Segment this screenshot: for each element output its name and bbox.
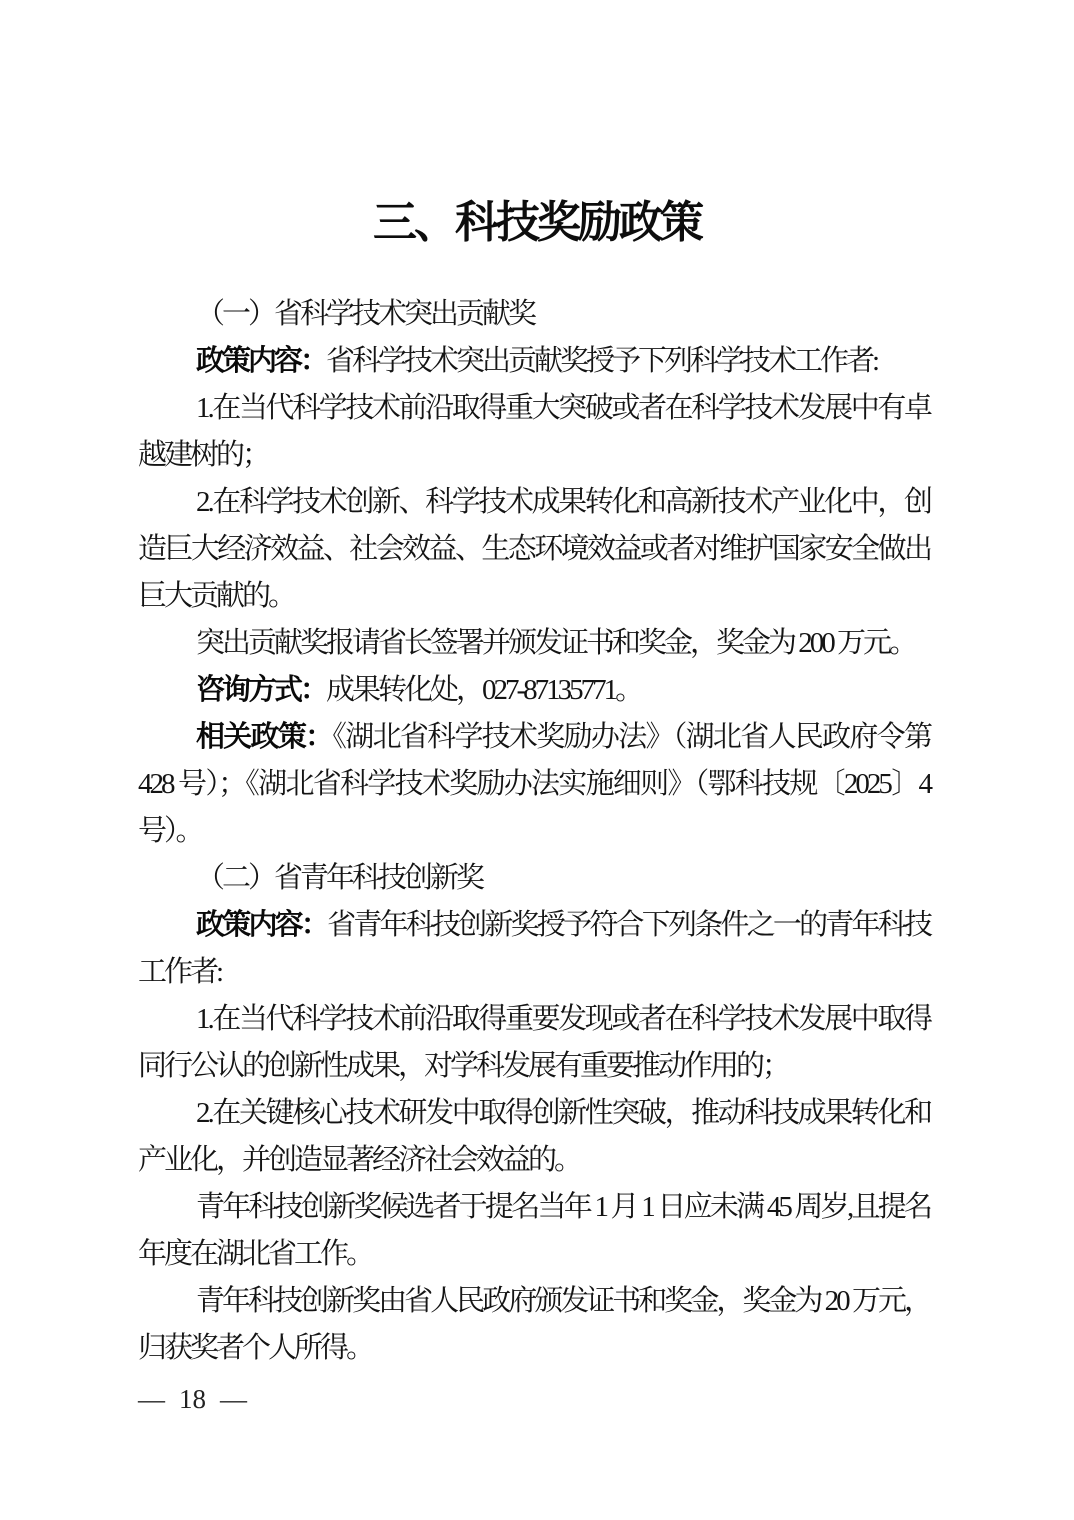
policy-paragraph: 2.在科学技术创新、科学技术成果转化和高新技术产业化中，创造巨大经济效益、社会效益、生态环境效益或者对维护国家安全做出巨大贡献的。 (138, 486, 930, 612)
section-heading: （一）省科学技术突出贡献奖 (196, 298, 535, 330)
page-number: 18 (179, 1384, 206, 1414)
paragraph-text: 省科学技术突出贡献奖授予下列科学技术工作者: (326, 345, 878, 377)
document-body (138, 291, 930, 1372)
section-heading: （二）省青年科技创新奖 (196, 862, 483, 894)
paragraph-label: 咨询方式： (196, 674, 327, 706)
paragraph-text: 省青年科技创新奖授予符合下列条件之一的青年科技工作者: (138, 909, 930, 988)
page-title: 三、科技奖励政策 (373, 198, 701, 247)
policy-paragraph: 1.在当代科学技术前沿取得重大突破或者在科学技术发展中有卓越建树的； (138, 392, 930, 471)
page-footer (138, 1384, 247, 1415)
policy-paragraph: 2.在关键核心技术研发中取得创新性突破，推动科技成果转化和产业化，并创造显著经济社会效益的。 (138, 1097, 930, 1176)
policy-paragraph: 青年科技创新奖候选者于提名当年 1 月 1 日应未满 45 周岁,且提名年度在湖北省工作。 (138, 1191, 930, 1270)
policy-paragraph: 1.在当代科学技术前沿取得重要发现或者在科学技术发展中取得同行公认的创新性成果，对学科发展有重要推动作用的； (138, 1003, 930, 1082)
paragraph-text: 《湖北省科学技术奖励办法》（湖北省人民政府令第 428 号）；《湖北省科学技术奖励办法实施细则》（鄂科技规〔2025〕4 号）。 (138, 721, 930, 847)
paragraph-text: 成果转化处，027-87135771。 (326, 674, 642, 706)
policy-paragraph (138, 714, 930, 855)
paragraph-label: 政策内容： (196, 909, 328, 941)
policy-paragraph (138, 902, 930, 996)
policy-paragraph (138, 667, 930, 714)
footer-dash-left: — (138, 1384, 165, 1414)
paragraph-label: 相关政策： (196, 721, 333, 753)
policy-paragraph: 青年科技创新奖由省人民政府颁发证书和奖金，奖金为 20 万元，归获奖者个人所得。 (138, 1285, 930, 1364)
paragraph-label: 政策内容： (196, 345, 327, 377)
footer-dash-right: — (220, 1384, 247, 1414)
policy-paragraph: 突出贡献奖报请省长签署并颁发证书和奖金，奖金为 200 万元。 (196, 627, 916, 659)
policy-paragraph (138, 338, 930, 385)
